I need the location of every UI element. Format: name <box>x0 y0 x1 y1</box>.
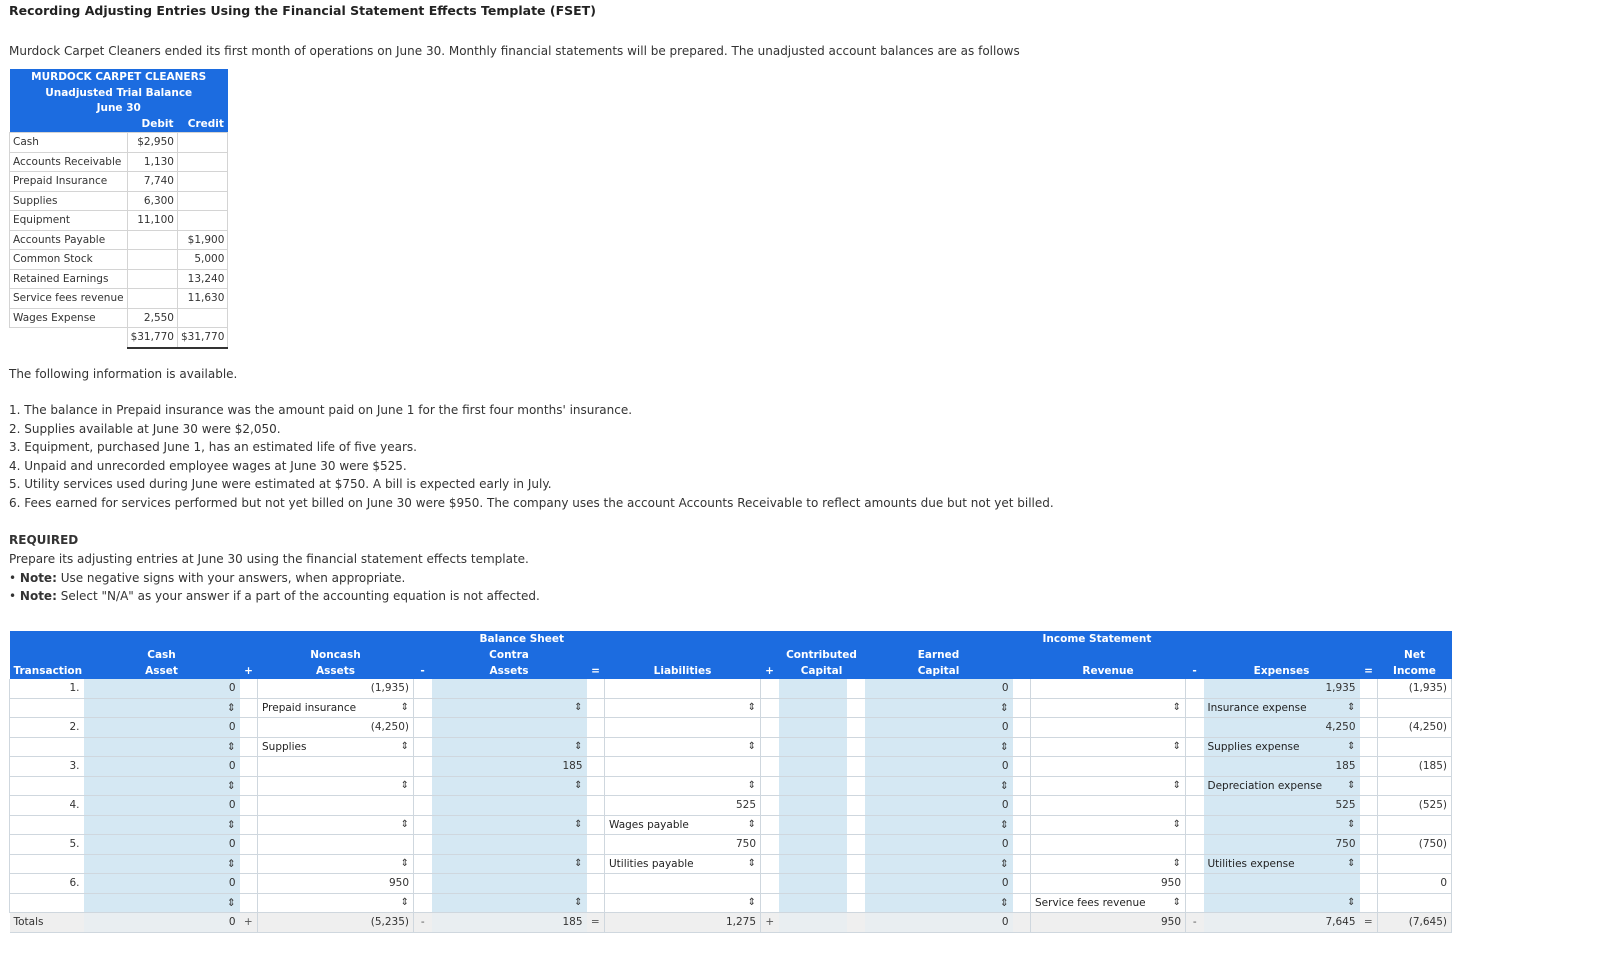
contra-select[interactable] <box>432 815 587 835</box>
select-arrow-icon: ⇕ <box>574 897 583 909</box>
noncash-select[interactable] <box>258 737 414 757</box>
liabilities-input[interactable] <box>605 757 761 777</box>
tb-credit <box>177 211 227 231</box>
required-heading: REQUIRED <box>9 533 79 547</box>
tb-account: Retained Earnings <box>10 269 128 289</box>
net-income-input[interactable]: (185) <box>1378 757 1452 777</box>
tb-credit <box>177 308 227 328</box>
tb-row <box>10 211 228 231</box>
tb-account: Service fees revenue <box>10 289 128 309</box>
select-arrow-icon: ⇕ <box>747 818 756 830</box>
select-arrow-icon: ⇕ <box>574 702 583 714</box>
contra-input[interactable] <box>432 874 587 894</box>
tb-account: Accounts Payable <box>10 230 128 250</box>
noncash-input[interactable] <box>258 757 414 777</box>
tb-debit-header: Debit <box>127 116 177 133</box>
select-arrow-icon: ⇕ <box>1172 780 1181 792</box>
liabilities-select[interactable] <box>605 893 761 913</box>
transaction-number: 4. <box>10 796 84 816</box>
select-arrow-icon: ⇕ <box>747 702 756 714</box>
revenue-input[interactable] <box>1031 796 1186 816</box>
select-arrow-icon: ⇕ <box>1347 819 1356 831</box>
expenses-header: Expenses <box>1204 663 1360 679</box>
contributed-select[interactable] <box>779 815 847 835</box>
contra-select[interactable] <box>432 698 587 718</box>
tb-row <box>10 133 228 153</box>
revenue-select[interactable] <box>1031 893 1186 913</box>
expenses-total: 7,645 <box>1204 913 1360 933</box>
tb-row <box>10 172 228 192</box>
info-item: 3. Equipment, purchased June 1, has an estimated life of five years. <box>9 440 417 454</box>
net-income-input[interactable]: (525) <box>1378 796 1452 816</box>
earned-input[interactable]: 0 <box>865 835 1013 855</box>
noncash-select[interactable] <box>258 776 414 796</box>
equals-op: = <box>587 913 605 933</box>
expenses-input[interactable]: 185 <box>1204 757 1360 777</box>
tb-credit <box>177 172 227 192</box>
tb-debit: $2,950 <box>127 133 177 153</box>
note-2: • Note: Select "N/A" as your answer if a part of the accounting equation is not affected. <box>9 589 540 603</box>
select-arrow-icon: ⇕ <box>1347 701 1356 713</box>
trial-balance-table <box>9 69 228 349</box>
expenses-select-value: Supplies expense <box>1207 740 1300 753</box>
select-arrow-icon: ⇕ <box>400 701 409 713</box>
earned-header-1: Earned <box>865 647 1013 663</box>
tb-company: MURDOCK CARPET CLEANERS <box>10 69 228 85</box>
earned-input[interactable]: 0 <box>865 874 1013 894</box>
tb-account: Cash <box>10 133 128 153</box>
select-arrow-icon: ⇕ <box>574 819 583 831</box>
liabilities-input[interactable] <box>605 718 761 738</box>
cash-input[interactable]: 0 <box>84 835 240 855</box>
intro-text: Murdock Carpet Cleaners ended its first month of operations on June 30. Monthly financial statements will be prepared. The unadjusted account balances are as follows <box>9 44 1020 58</box>
tb-subtitle: Unadjusted Trial Balance <box>10 85 228 101</box>
select-arrow-icon: ⇕ <box>1172 741 1181 753</box>
tb-date: June 30 <box>10 100 228 116</box>
contra-input[interactable] <box>432 718 587 738</box>
contra-select[interactable] <box>432 893 587 913</box>
revenue-header: Revenue <box>1031 663 1186 679</box>
contra-input[interactable] <box>432 796 587 816</box>
tb-row <box>10 308 228 328</box>
revenue-select[interactable] <box>1031 776 1186 796</box>
info-item: 1. The balance in Prepaid insurance was the amount paid on June 1 for the first four months' insurance. <box>9 403 633 417</box>
note-1-text: Use negative signs with your answers, when appropriate. <box>60 571 406 585</box>
contributed-select[interactable] <box>779 776 847 796</box>
cash-arrow-icon[interactable]: ⇕ <box>84 698 240 718</box>
revenue-select[interactable] <box>1031 854 1186 874</box>
contributed-input[interactable] <box>779 718 847 738</box>
tb-account: Wages Expense <box>10 308 128 328</box>
transaction-number: 3. <box>10 757 84 777</box>
earned-header-2: Capital <box>865 663 1013 679</box>
contra-total: 185 <box>432 913 587 933</box>
totals-row <box>10 913 1452 933</box>
tb-credit <box>177 152 227 172</box>
fset-value-row <box>10 757 1452 777</box>
tb-debit <box>127 250 177 270</box>
noncash-input[interactable]: 950 <box>258 874 414 894</box>
expenses-select-value: Depreciation expense <box>1207 779 1323 792</box>
cash-arrow-icon[interactable]: ⇕ <box>84 737 240 757</box>
cash-input[interactable]: 0 <box>84 796 240 816</box>
contributed-select[interactable] <box>779 893 847 913</box>
select-arrow-icon: ⇕ <box>747 857 756 869</box>
select-arrow-icon: ⇕ <box>400 858 409 870</box>
tb-credit <box>177 133 227 153</box>
plus-op: + <box>240 663 258 679</box>
fset-table <box>9 631 1452 933</box>
earned-input[interactable]: 0 <box>865 718 1013 738</box>
fset-select-row <box>10 737 1452 757</box>
contra-select[interactable] <box>432 776 587 796</box>
net-header-2: Income <box>1378 663 1452 679</box>
select-arrow-icon: ⇕ <box>400 740 409 752</box>
tb-credit <box>177 191 227 211</box>
noncash-header-1: Noncash <box>258 647 414 663</box>
balance-sheet-header: Balance Sheet <box>10 631 865 647</box>
select-arrow-icon: ⇕ <box>1172 858 1181 870</box>
earned-total: 0 <box>865 913 1013 933</box>
cash-header-1: Cash <box>84 647 240 663</box>
cash-input[interactable]: 0 <box>84 757 240 777</box>
tb-row <box>10 152 228 172</box>
net-income-input[interactable]: (4,250) <box>1378 718 1452 738</box>
contra-select[interactable] <box>432 854 587 874</box>
net-income-input[interactable]: 0 <box>1378 874 1452 894</box>
revenue-total: 950 <box>1031 913 1186 933</box>
fset-value-row <box>10 874 1452 894</box>
tb-row <box>10 289 228 309</box>
tb-account: Common Stock <box>10 250 128 270</box>
contributed-input[interactable] <box>779 874 847 894</box>
plus-op: + <box>761 913 779 933</box>
earned-arrow-icon[interactable]: ⇕ <box>865 737 1013 757</box>
minus-op: - <box>414 913 432 933</box>
tb-row <box>10 269 228 289</box>
select-arrow-icon: ⇕ <box>1172 896 1181 908</box>
expenses-select-value: Insurance expense <box>1207 701 1307 714</box>
earned-arrow-icon[interactable]: ⇕ <box>865 815 1013 835</box>
noncash-select[interactable] <box>258 854 414 874</box>
earned-arrow-icon[interactable]: ⇕ <box>865 776 1013 796</box>
tb-credit-header: Credit <box>177 116 227 133</box>
select-arrow-icon: ⇕ <box>574 741 583 753</box>
fset-select-row <box>10 776 1452 796</box>
cash-arrow-icon[interactable]: ⇕ <box>84 815 240 835</box>
noncash-input[interactable]: (1,935) <box>258 679 414 698</box>
fset-select-row <box>10 815 1452 835</box>
select-arrow-icon: ⇕ <box>1172 702 1181 714</box>
minus-op: - <box>1186 663 1204 679</box>
expenses-input[interactable]: 525 <box>1204 796 1360 816</box>
noncash-header-2: Assets <box>258 663 414 679</box>
liabilities-input[interactable] <box>605 679 761 698</box>
noncash-select-value: Prepaid insurance <box>262 701 357 714</box>
earned-input[interactable]: 0 <box>865 796 1013 816</box>
liabilities-select[interactable] <box>605 737 761 757</box>
earned-arrow-icon[interactable]: ⇕ <box>865 893 1013 913</box>
contributed-select[interactable] <box>779 698 847 718</box>
earned-input[interactable]: 0 <box>865 757 1013 777</box>
info-intro: The following information is available. <box>9 367 238 381</box>
tb-credit: 11,630 <box>177 289 227 309</box>
net-income-input[interactable]: (1,935) <box>1378 679 1452 698</box>
fset-select-row <box>10 854 1452 874</box>
transaction-number: 5. <box>10 835 84 855</box>
liabilities-select-value: Utilities payable <box>609 857 694 870</box>
select-arrow-icon: ⇕ <box>574 780 583 792</box>
plus-op: + <box>240 913 258 933</box>
tb-row <box>10 230 228 250</box>
plus-op: + <box>761 663 779 679</box>
liabilities-select[interactable] <box>605 815 761 835</box>
net-income-total: (7,645) <box>1378 913 1452 933</box>
cash-total: 0 <box>84 913 240 933</box>
liabilities-select[interactable] <box>605 776 761 796</box>
tb-credit: $1,900 <box>177 230 227 250</box>
expenses-select[interactable] <box>1204 815 1360 835</box>
revenue-select[interactable] <box>1031 698 1186 718</box>
noncash-input[interactable] <box>258 796 414 816</box>
tb-credit: 5,000 <box>177 250 227 270</box>
expenses-select-value: Utilities expense <box>1207 857 1295 870</box>
tb-debit: 1,130 <box>127 152 177 172</box>
revenue-select[interactable] <box>1031 737 1186 757</box>
noncash-select[interactable] <box>258 815 414 835</box>
select-arrow-icon: ⇕ <box>1347 897 1356 909</box>
revenue-input[interactable] <box>1031 718 1186 738</box>
tb-debit: 7,740 <box>127 172 177 192</box>
liabilities-select[interactable] <box>605 698 761 718</box>
liabilities-header: Liabilities <box>605 663 761 679</box>
note-1-label: Note: <box>19 571 57 585</box>
earned-input[interactable]: 0 <box>865 679 1013 698</box>
revenue-input[interactable]: 950 <box>1031 874 1186 894</box>
tb-account: Accounts Receivable <box>10 152 128 172</box>
info-item: 4. Unpaid and unrecorded employee wages at June 30 were $525. <box>9 459 407 473</box>
revenue-input[interactable] <box>1031 835 1186 855</box>
transaction-number: 2. <box>10 718 84 738</box>
fset-value-row <box>10 718 1452 738</box>
transaction-header: Transaction <box>10 663 84 679</box>
cash-input[interactable]: 0 <box>84 718 240 738</box>
select-arrow-icon: ⇕ <box>400 819 409 831</box>
select-arrow-icon: ⇕ <box>1347 779 1356 791</box>
tb-debit <box>127 269 177 289</box>
note-1: • Note: Use negative signs with your answers, when appropriate. <box>9 571 406 585</box>
tb-debit <box>127 230 177 250</box>
net-income-input[interactable]: (750) <box>1378 835 1452 855</box>
tb-debit: 2,550 <box>127 308 177 328</box>
select-arrow-icon: ⇕ <box>400 780 409 792</box>
required-text: Prepare its adjusting entries at June 30 using the financial statement effects template. <box>9 552 529 566</box>
select-arrow-icon: ⇕ <box>747 897 756 909</box>
contra-input[interactable] <box>432 679 587 698</box>
noncash-select-value: Supplies <box>262 740 307 753</box>
contra-header-1: Contra <box>432 647 587 663</box>
equals-op: = <box>1360 663 1378 679</box>
tb-credit: 13,240 <box>177 269 227 289</box>
info-item: 2. Supplies available at June 30 were $2,050. <box>9 422 281 436</box>
cash-input[interactable]: 0 <box>84 679 240 698</box>
liabilities-input[interactable] <box>605 874 761 894</box>
contributed-input[interactable] <box>779 679 847 698</box>
transaction-number: 1. <box>10 679 84 698</box>
net-header-1: Net <box>1378 647 1452 663</box>
expenses-select[interactable] <box>1204 776 1360 796</box>
fset-value-row <box>10 679 1452 698</box>
tb-debit <box>127 289 177 309</box>
fset-value-row <box>10 796 1452 816</box>
cash-arrow-icon[interactable]: ⇕ <box>84 776 240 796</box>
transaction-number: 6. <box>10 874 84 894</box>
select-arrow-icon: ⇕ <box>747 741 756 753</box>
noncash-select[interactable] <box>258 893 414 913</box>
fset-value-row <box>10 835 1452 855</box>
contra-select[interactable] <box>432 737 587 757</box>
info-item: 5. Utility services used during June were estimated at $750. A bill is expected early in July. <box>9 477 552 491</box>
tb-account: Prepaid Insurance <box>10 172 128 192</box>
contributed-total <box>779 913 847 933</box>
expenses-select[interactable] <box>1204 893 1360 913</box>
note-2-text: Select "N/A" as your answer if a part of the accounting equation is not affected. <box>60 589 540 603</box>
tb-account: Equipment <box>10 211 128 231</box>
liabilities-input[interactable]: 525 <box>605 796 761 816</box>
contra-input[interactable] <box>432 835 587 855</box>
liabilities-select[interactable] <box>605 854 761 874</box>
select-arrow-icon: ⇕ <box>574 858 583 870</box>
equals-op: = <box>1360 913 1378 933</box>
revenue-input[interactable] <box>1031 679 1186 698</box>
income-statement-header: Income Statement <box>1013 631 1452 647</box>
revenue-select-value: Service fees revenue <box>1035 896 1146 909</box>
contributed-input[interactable] <box>779 796 847 816</box>
fset-select-row <box>10 698 1452 718</box>
select-arrow-icon: ⇕ <box>1347 857 1356 869</box>
noncash-input[interactable]: (4,250) <box>258 718 414 738</box>
contributed-header-1: Contributed <box>779 647 865 663</box>
liabilities-select-value: Wages payable <box>609 818 689 831</box>
noncash-total: (5,235) <box>258 913 414 933</box>
tb-row <box>10 250 228 270</box>
equals-op: = <box>587 663 605 679</box>
expenses-input[interactable]: 1,935 <box>1204 679 1360 698</box>
liabilities-total: 1,275 <box>605 913 761 933</box>
expenses-select[interactable] <box>1204 698 1360 718</box>
contributed-input[interactable] <box>779 757 847 777</box>
fset-select-row <box>10 893 1452 913</box>
minus-op: - <box>414 663 432 679</box>
tb-total-credit: $31,770 <box>177 328 227 348</box>
tb-debit: 11,100 <box>127 211 177 231</box>
cash-input[interactable]: 0 <box>84 874 240 894</box>
liabilities-input[interactable]: 750 <box>605 835 761 855</box>
tb-total-debit: $31,770 <box>127 328 177 348</box>
minus-op: - <box>1186 913 1204 933</box>
expenses-input[interactable] <box>1204 874 1360 894</box>
contra-header-2: Assets <box>432 663 587 679</box>
contra-input[interactable]: 185 <box>432 757 587 777</box>
revenue-input[interactable] <box>1031 757 1186 777</box>
noncash-input[interactable] <box>258 835 414 855</box>
note-2-label: Note: <box>19 589 57 603</box>
tb-debit: 6,300 <box>127 191 177 211</box>
totals-label: Totals <box>10 913 84 933</box>
select-arrow-icon: ⇕ <box>1172 819 1181 831</box>
contributed-select[interactable] <box>779 737 847 757</box>
cash-arrow-icon[interactable]: ⇕ <box>84 854 240 874</box>
page-title: Recording Adjusting Entries Using the Financial Statement Effects Template (FSET) <box>9 3 596 18</box>
contributed-header-2: Capital <box>779 663 865 679</box>
expenses-select[interactable] <box>1204 737 1360 757</box>
revenue-select[interactable] <box>1031 815 1186 835</box>
contributed-select[interactable] <box>779 854 847 874</box>
select-arrow-icon: ⇕ <box>1347 740 1356 752</box>
cash-arrow-icon[interactable]: ⇕ <box>84 893 240 913</box>
cash-header-2: Asset <box>84 663 240 679</box>
select-arrow-icon: ⇕ <box>400 897 409 909</box>
tb-row <box>10 191 228 211</box>
expenses-input[interactable]: 4,250 <box>1204 718 1360 738</box>
tb-account: Supplies <box>10 191 128 211</box>
noncash-select[interactable] <box>258 698 414 718</box>
select-arrow-icon: ⇕ <box>747 780 756 792</box>
expenses-input[interactable]: 750 <box>1204 835 1360 855</box>
info-item: 6. Fees earned for services performed but not yet billed on June 30 were $950. The company uses the account Accounts Receivable to reflect amounts due but not yet billed. <box>9 496 1054 510</box>
earned-arrow-icon[interactable]: ⇕ <box>865 854 1013 874</box>
earned-arrow-icon[interactable]: ⇕ <box>865 698 1013 718</box>
contributed-input[interactable] <box>779 835 847 855</box>
expenses-select[interactable] <box>1204 854 1360 874</box>
